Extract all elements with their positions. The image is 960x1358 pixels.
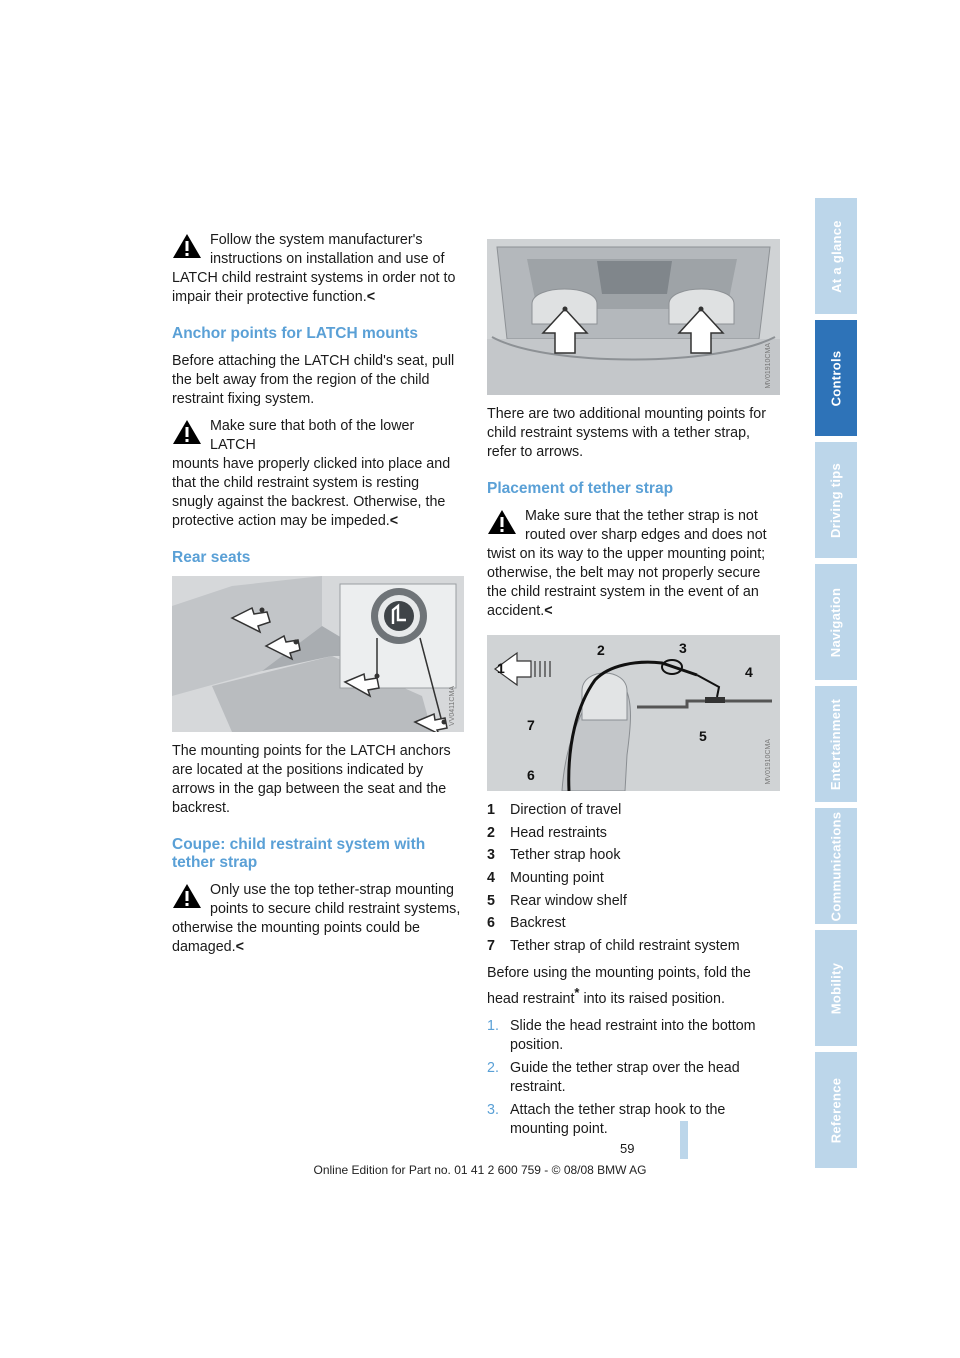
tab-label: Controls bbox=[828, 350, 844, 406]
legend-item: 6 Backrest bbox=[487, 915, 566, 932]
figure-legend bbox=[487, 801, 780, 960]
warning-text: instructions on installation and use of LATCH child restraint systems in order not to impair their protective function. bbox=[172, 251, 456, 305]
tab-navigation[interactable] bbox=[815, 564, 857, 680]
legend-item: 4 Mounting point bbox=[487, 870, 604, 887]
step-item: 3. Attach the tether strap hook to the mounting point. bbox=[487, 1101, 726, 1137]
tab-driving-tips[interactable] bbox=[815, 442, 857, 558]
heading-anchor-points: Anchor points for LATCH mounts bbox=[172, 325, 418, 342]
warning-triangle-icon bbox=[172, 883, 202, 909]
figure-label-1: 1 bbox=[497, 660, 505, 676]
tab-mobility[interactable] bbox=[815, 930, 857, 1046]
tab-label: At a glance bbox=[828, 219, 844, 293]
figure-rear-seat-anchors bbox=[172, 576, 464, 732]
page-number: 59 bbox=[620, 1141, 635, 1156]
paragraph-before-attaching: Before attaching the LATCH child's seat, pull the belt away from the region of the child restraint fixing system. bbox=[172, 353, 455, 407]
right-column bbox=[487, 239, 780, 1143]
tab-label: Mobility bbox=[828, 962, 844, 1014]
step-item: 1. Slide the head restraint into the bottom position. bbox=[487, 1017, 756, 1053]
legend-item: 7 Tether strap of child restraint system bbox=[487, 938, 740, 955]
warning-latch-mounts bbox=[172, 417, 464, 531]
tab-label: Reference bbox=[828, 1077, 844, 1143]
tab-controls[interactable] bbox=[815, 320, 857, 436]
heading-coupe-tether: Coupe: child restraint system with tether strap bbox=[172, 836, 426, 871]
legend-item: 1 Direction of travel bbox=[487, 802, 622, 818]
tab-entertainment[interactable] bbox=[815, 686, 857, 802]
optional-equipment-star: * bbox=[574, 984, 580, 1000]
warning-text: routed over sharp edges and does not twist on its way to the upper mounting point; otherwise, the belt may not properly secure the child restraint system in the event of an accident. bbox=[487, 527, 767, 619]
figure-code: VV0411CMA bbox=[449, 686, 456, 726]
warning-text-first-line: Only use the top tether-strap mounting bbox=[210, 882, 454, 898]
warning-text-first-line: Make sure that the tether strap is not bbox=[525, 508, 758, 524]
heading-placement-tether: Placement of tether strap bbox=[487, 480, 674, 497]
tab-reference[interactable] bbox=[815, 1052, 857, 1168]
end-mark: < bbox=[366, 289, 376, 305]
warning-text-first-line: Make sure that both of the lower LATCH bbox=[210, 418, 415, 453]
rear-window-illustration bbox=[487, 239, 780, 395]
figure-label-2: 2 bbox=[597, 642, 605, 658]
paragraph-before-using: Before using the mounting points, fold the head restraint* into its raised position. bbox=[487, 964, 751, 1007]
legend-item: 2 Head restraints bbox=[487, 824, 607, 841]
figure-label-7: 7 bbox=[527, 717, 535, 733]
figure-code: MV01910CMA bbox=[765, 739, 772, 785]
tab-label: Navigation bbox=[828, 587, 844, 657]
warning-tether-routing bbox=[487, 507, 780, 621]
warning-triangle-icon bbox=[487, 509, 517, 535]
instruction-steps bbox=[487, 1017, 780, 1139]
figure-label-6: 6 bbox=[527, 767, 535, 783]
legend-item: 3 Tether strap hook bbox=[487, 847, 621, 864]
step-item: 2. Guide the tether strap over the head restraint. bbox=[487, 1059, 740, 1095]
side-tabs bbox=[815, 198, 857, 1174]
tab-at-a-glance[interactable] bbox=[815, 198, 857, 314]
paragraph-mounting-points: The mounting points for the LATCH anchors are located at the positions indicated by arrows in the gap between the seat and the backrest. bbox=[172, 743, 451, 816]
end-mark: < bbox=[389, 513, 399, 529]
heading-rear-seats: Rear seats bbox=[172, 549, 251, 566]
legend-item: 5 Rear window shelf bbox=[487, 892, 627, 909]
warning-triangle-icon bbox=[172, 419, 202, 445]
figure-rear-window-mounts bbox=[487, 239, 780, 395]
end-mark: < bbox=[235, 939, 244, 955]
warning-triangle-icon bbox=[172, 233, 202, 259]
end-mark: < bbox=[544, 603, 553, 619]
warning-text: mounts have properly clicked into place and that the child restraint system is resting snugly against the backrest. Otherwise, the protective action may be impeded. bbox=[172, 456, 451, 529]
tab-label: Communications bbox=[828, 811, 844, 921]
rear-seat-illustration bbox=[172, 576, 464, 732]
figure-label-5: 5 bbox=[699, 728, 707, 744]
figure-code: MV01910CMA bbox=[765, 343, 772, 389]
tether-diagram-illustration bbox=[487, 635, 780, 791]
page-marker-bar bbox=[680, 1121, 688, 1159]
warning-latch-instructions bbox=[172, 231, 464, 307]
figure-label-4: 4 bbox=[745, 664, 753, 680]
tab-label: Entertainment bbox=[828, 698, 844, 790]
tab-communications[interactable] bbox=[815, 808, 857, 924]
tab-label: Driving tips bbox=[828, 462, 844, 538]
warning-text: points to secure child restraint systems, otherwise the mounting points could be damaged. bbox=[172, 901, 461, 955]
figure-label-3: 3 bbox=[679, 640, 687, 656]
figure-tether-diagram bbox=[487, 635, 780, 791]
paragraph-additional-points: There are two additional mounting points for child restraint systems with a tether strap, refer to arrows. bbox=[487, 406, 766, 460]
page-footer: Online Edition for Part no. 01 41 2 600 759 - © 08/08 BMW AG bbox=[313, 1163, 647, 1177]
left-column bbox=[172, 231, 464, 965]
warning-text-first-line: Follow the system manufacturer's bbox=[210, 232, 423, 248]
warning-top-tether bbox=[172, 881, 464, 957]
